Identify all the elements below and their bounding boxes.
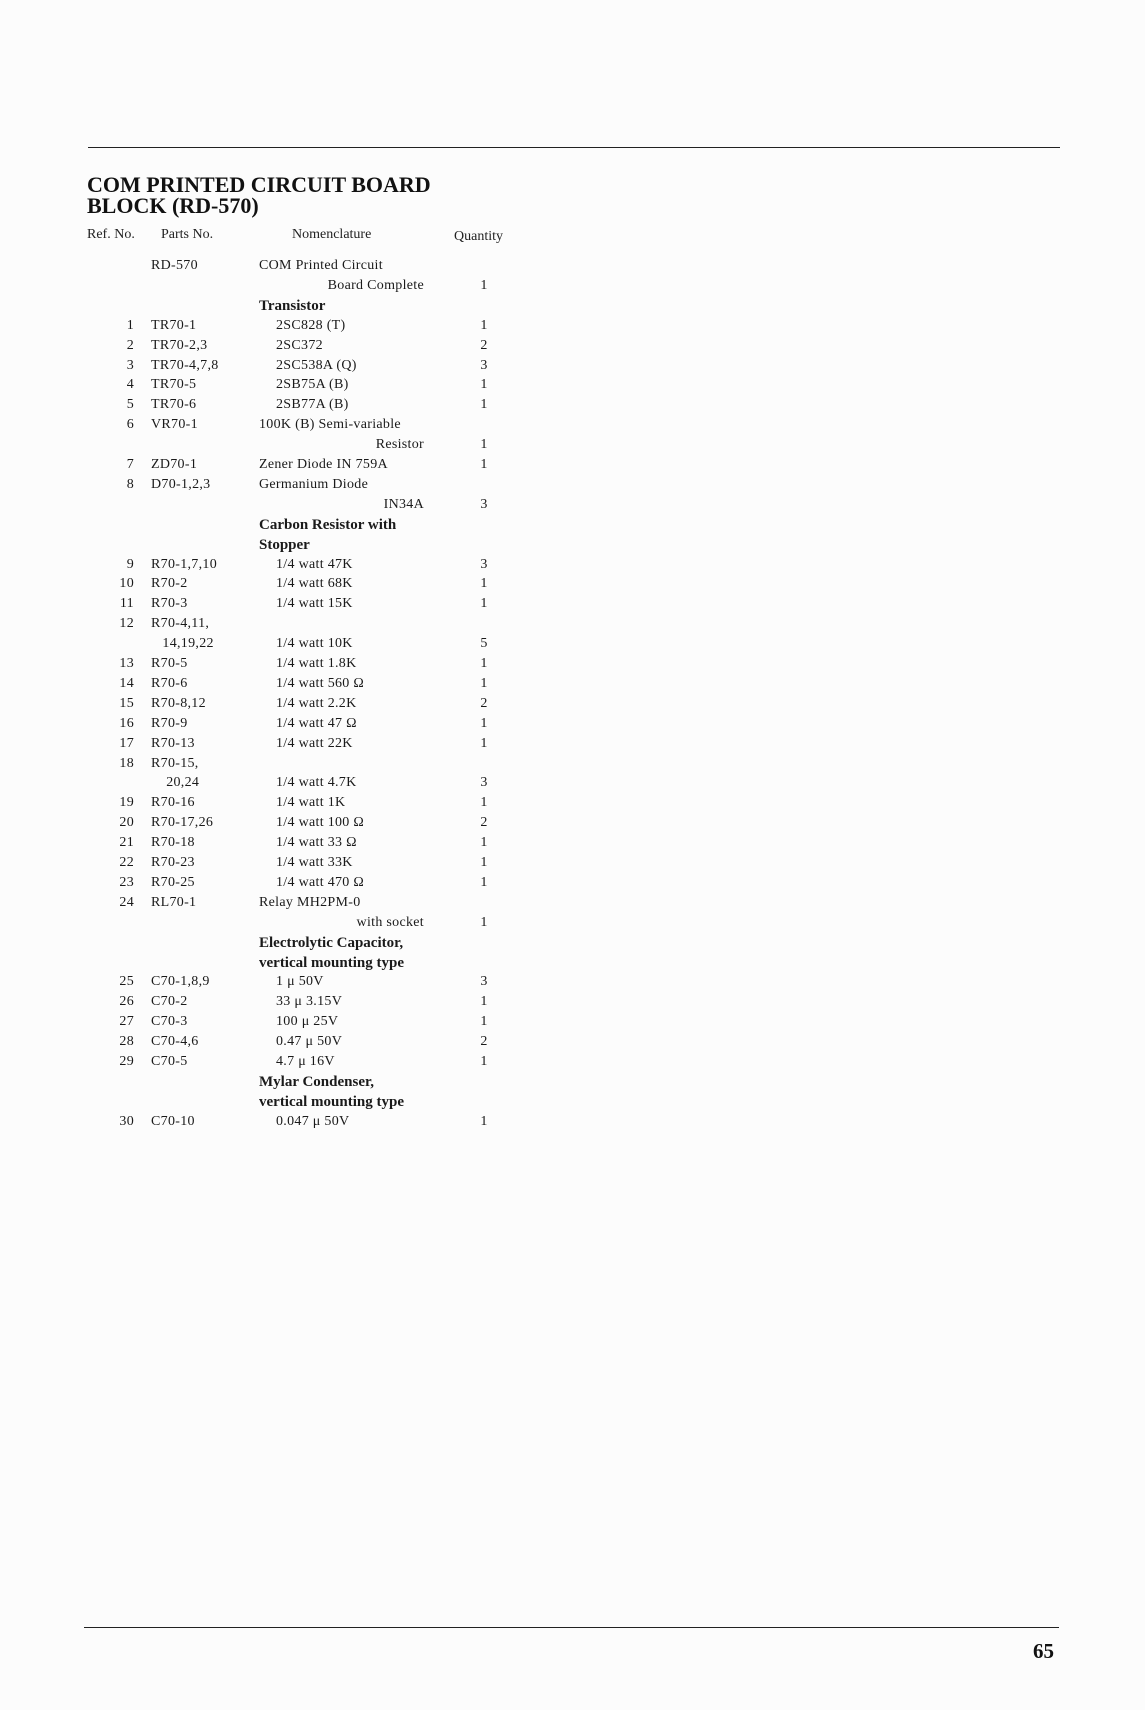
nomenclature-cell: 1/4 watt 68K (276, 576, 353, 592)
ref-no-cell: 10 (119, 576, 134, 592)
quantity-cell: 1 (480, 735, 488, 751)
quantity-cell: 2 (480, 815, 488, 831)
nomenclature-cell: 33 μ 3.15V (276, 994, 343, 1010)
top-rule (88, 147, 1060, 148)
parts-no-cell: C70-3 (151, 1014, 188, 1030)
parts-no-cell: TR70-5 (151, 377, 197, 393)
parts-no-cell: R70-23 (151, 855, 195, 870)
table-row (0, 992, 560, 1012)
table-row (0, 614, 560, 634)
parts-no-cell: R70-1,7,10 (151, 556, 217, 572)
table-row (0, 395, 560, 415)
table-row (0, 475, 560, 495)
nomenclature-cell: Resistor (375, 437, 424, 453)
nomenclature-cell: 1/4 watt 1K (276, 795, 346, 811)
nomenclature-cell: Germanium Diode (259, 476, 369, 492)
quantity-cell: 5 (480, 636, 488, 652)
ref-no-cell: 25 (119, 974, 134, 990)
table-row (0, 555, 560, 575)
table-row (0, 972, 560, 992)
parts-no-cell: RD-570 (151, 258, 198, 273)
ref-no-cell: 11 (119, 596, 134, 612)
table-row (0, 634, 560, 654)
table-row (0, 813, 560, 833)
nomenclature-cell: Electrolytic Capacitor, (259, 934, 404, 951)
nomenclature-cell: 1/4 watt 560 Ω (276, 675, 365, 691)
table-row (0, 893, 560, 913)
header-parts-no: Parts No. (161, 227, 214, 242)
table-row (0, 773, 560, 793)
quantity-cell: 1 (480, 835, 488, 851)
nomenclature-cell: Relay MH2PM-0 (259, 894, 361, 910)
section-heading-row (0, 296, 560, 316)
nomenclature-cell: 1/4 watt 33K (276, 855, 353, 870)
nomenclature-cell: 1/4 watt 22K (276, 735, 353, 751)
ref-no-cell: 24 (119, 894, 134, 910)
nomenclature-cell: Carbon Resistor with (259, 516, 397, 533)
table-row (0, 674, 560, 694)
table-row (0, 375, 560, 395)
table-row (0, 1112, 560, 1132)
parts-no-cell: ZD70-1 (151, 457, 198, 472)
quantity-cell: 1 (480, 994, 488, 1010)
ref-no-cell: 9 (126, 556, 134, 572)
nomenclature-cell: Stopper (259, 536, 310, 553)
quantity-cell: 1 (480, 675, 488, 691)
nomenclature-cell: 1/4 watt 47 Ω (276, 715, 357, 731)
ref-no-cell: 1 (126, 317, 134, 333)
parts-no-cell: R70-13 (151, 735, 195, 751)
table-row (0, 833, 560, 853)
table-row (0, 415, 560, 435)
table-row (0, 495, 560, 515)
nomenclature-cell: 1/4 watt 33 Ω (276, 835, 357, 851)
quantity-cell: 1 (480, 576, 488, 592)
nomenclature-cell: 2SC828 (T) (276, 317, 346, 333)
quantity-cell: 2 (480, 695, 488, 711)
table-row (0, 853, 560, 873)
table-row (0, 256, 560, 276)
section-heading-row (0, 1092, 560, 1112)
table-row (0, 734, 560, 754)
quantity-cell: 1 (480, 596, 488, 612)
quantity-cell: 1 (480, 656, 488, 671)
nomenclature-cell: 1/4 watt 1.8K (276, 656, 357, 671)
quantity-cell: 1 (480, 855, 488, 870)
parts-no-cell: R70-18 (151, 835, 195, 851)
nomenclature-cell: 2SB77A (B) (276, 397, 349, 413)
nomenclature-cell: 1/4 watt 15K (276, 596, 353, 612)
parts-no-cell: C70-10 (151, 1113, 195, 1129)
table-row (0, 336, 560, 356)
nomenclature-cell: 2SB75A (B) (276, 377, 349, 393)
title-line-1: COM PRINTED CIRCUIT BOARD (87, 172, 431, 197)
nomenclature-cell: 0.47 μ 50V (276, 1034, 343, 1050)
nomenclature-cell: 100 μ 25V (276, 1014, 339, 1030)
ref-no-cell: 14 (119, 675, 134, 691)
nomenclature-cell: Zener Diode IN 759A (259, 457, 388, 472)
table-row (0, 1032, 560, 1052)
nomenclature-cell: 1/4 watt 47K (276, 556, 353, 572)
quantity-cell: 3 (480, 556, 488, 572)
nomenclature-cell: vertical mounting type (259, 1093, 404, 1110)
ref-no-cell: 4 (126, 377, 134, 393)
parts-no-cell: RL70-1 (151, 894, 197, 910)
quantity-cell: 2 (480, 337, 488, 353)
quantity-cell: 1 (480, 914, 488, 930)
quantity-cell: 1 (480, 377, 488, 393)
ref-no-cell: 23 (119, 874, 134, 890)
ref-no-cell: 19 (119, 795, 134, 811)
quantity-cell: 1 (480, 1014, 488, 1030)
parts-no-cell: TR70-4,7,8 (151, 357, 219, 373)
parts-no-cell: D70-1,2,3 (151, 476, 211, 492)
quantity-cell: 1 (480, 437, 488, 453)
parts-no-cell: R70-5 (151, 656, 188, 671)
section-heading-row (0, 933, 560, 953)
page-title (87, 174, 431, 216)
nomenclature-cell: Mylar Condenser, (259, 1073, 375, 1090)
quantity-cell: 1 (480, 715, 488, 731)
parts-no-cell: R70-16 (151, 795, 195, 811)
ref-no-cell: 18 (119, 755, 134, 771)
section-heading-row (0, 953, 560, 973)
ref-no-cell: 27 (119, 1014, 134, 1030)
parts-no-cell: R70-6 (151, 675, 188, 691)
section-heading-row (0, 1072, 560, 1092)
header-ref-no: Ref. No. (87, 227, 135, 242)
parts-no-cell: TR70-1 (151, 317, 197, 333)
ref-no-cell: 20 (119, 815, 134, 831)
table-row (0, 873, 560, 893)
ref-no-cell: 6 (126, 417, 134, 433)
parts-no-cell: R70-15, (151, 755, 199, 771)
title-line-2: BLOCK (RD-570) (87, 193, 259, 218)
parts-no-cell: 14,19,22 (151, 636, 214, 652)
parts-no-cell: R70-17,26 (151, 815, 214, 831)
nomenclature-cell: 1/4 watt 4.7K (276, 775, 357, 791)
page-number: 65 (1033, 1639, 1054, 1663)
parts-no-cell: R70-8,12 (151, 695, 206, 711)
parts-no-cell: R70-9 (151, 715, 188, 731)
nomenclature-cell: 100K (B) Semi-variable (259, 417, 401, 433)
table-row (0, 455, 560, 475)
ref-no-cell: 15 (119, 695, 134, 711)
quantity-cell: 3 (480, 775, 488, 791)
quantity-cell: 1 (480, 397, 488, 413)
nomenclature-cell: IN34A (383, 496, 424, 512)
quantity-cell: 3 (480, 496, 488, 512)
quantity-cell: 3 (480, 974, 488, 990)
bottom-rule (84, 1627, 1059, 1628)
table-row (0, 276, 560, 296)
ref-no-cell: 26 (119, 994, 134, 1010)
section-heading-row (0, 535, 560, 555)
parts-no-cell: VR70-1 (151, 417, 198, 433)
parts-no-cell: C70-4,6 (151, 1034, 199, 1050)
nomenclature-cell: 1/4 watt 10K (276, 636, 353, 652)
parts-no-cell: R70-4,11, (151, 616, 210, 632)
quantity-cell: 1 (480, 1054, 488, 1069)
ref-no-cell: 12 (119, 616, 134, 632)
parts-no-cell: TR70-6 (151, 397, 197, 413)
quantity-cell: 1 (480, 317, 488, 333)
parts-no-cell: R70-2 (151, 576, 188, 592)
section-heading-row (0, 515, 560, 535)
nomenclature-cell: 2SC538A (Q) (276, 357, 357, 373)
table-row (0, 316, 560, 336)
nomenclature-cell: COM Printed Circuit (259, 258, 383, 273)
table-row (0, 594, 560, 614)
nomenclature-cell: 4.7 μ 16V (276, 1054, 335, 1069)
nomenclature-cell: Board Complete (327, 277, 424, 293)
parts-no-cell: R70-25 (151, 874, 195, 890)
nomenclature-cell: with socket (356, 914, 424, 930)
parts-no-cell: C70-5 (151, 1054, 188, 1069)
ref-no-cell: 29 (119, 1054, 134, 1069)
table-row (0, 1012, 560, 1032)
quantity-cell: 1 (480, 874, 488, 890)
ref-no-cell: 13 (119, 656, 134, 671)
nomenclature-cell: 1/4 watt 470 Ω (276, 874, 365, 890)
ref-no-cell: 30 (119, 1113, 134, 1129)
parts-no-cell: C70-1,8,9 (151, 974, 210, 990)
nomenclature-cell: vertical mounting type (259, 954, 404, 971)
table-row (0, 913, 560, 933)
quantity-cell: 1 (480, 277, 488, 293)
parts-no-cell: TR70-2,3 (151, 337, 208, 353)
ref-no-cell: 22 (119, 855, 134, 870)
ref-no-cell: 2 (126, 337, 134, 353)
ref-no-cell: 7 (126, 457, 134, 472)
ref-no-cell: 8 (126, 476, 134, 492)
table-row (0, 1052, 560, 1072)
table-row (0, 574, 560, 594)
table-row (0, 714, 560, 734)
table-row (0, 694, 560, 714)
header-quantity: Quantity (454, 229, 503, 244)
quantity-cell: 3 (480, 357, 488, 373)
ref-no-cell: 16 (119, 715, 134, 731)
header-nomenclature: Nomenclature (292, 227, 372, 242)
ref-no-cell: 5 (126, 397, 134, 413)
parts-no-cell: C70-2 (151, 994, 188, 1010)
nomenclature-cell: 1 μ 50V (276, 974, 324, 990)
quantity-cell: 1 (480, 1113, 488, 1129)
nomenclature-cell: Transistor (259, 297, 326, 314)
nomenclature-cell: 1/4 watt 100 Ω (276, 815, 365, 831)
nomenclature-cell: 0.047 μ 50V (276, 1113, 350, 1129)
table-row (0, 654, 560, 674)
table-row (0, 435, 560, 455)
parts-no-cell: 20,24 (151, 775, 200, 791)
ref-no-cell: 28 (119, 1034, 134, 1050)
quantity-cell: 2 (480, 1034, 488, 1050)
ref-no-cell: 17 (119, 735, 134, 751)
parts-no-cell: R70-3 (151, 596, 188, 612)
nomenclature-cell: 1/4 watt 2.2K (276, 695, 357, 711)
ref-no-cell: 21 (119, 835, 134, 851)
quantity-cell: 1 (480, 795, 488, 811)
quantity-cell: 1 (480, 457, 488, 472)
ref-no-cell: 3 (126, 357, 134, 373)
table-row (0, 356, 560, 376)
nomenclature-cell: 2SC372 (276, 337, 323, 353)
table-row (0, 793, 560, 813)
table-row (0, 754, 560, 774)
